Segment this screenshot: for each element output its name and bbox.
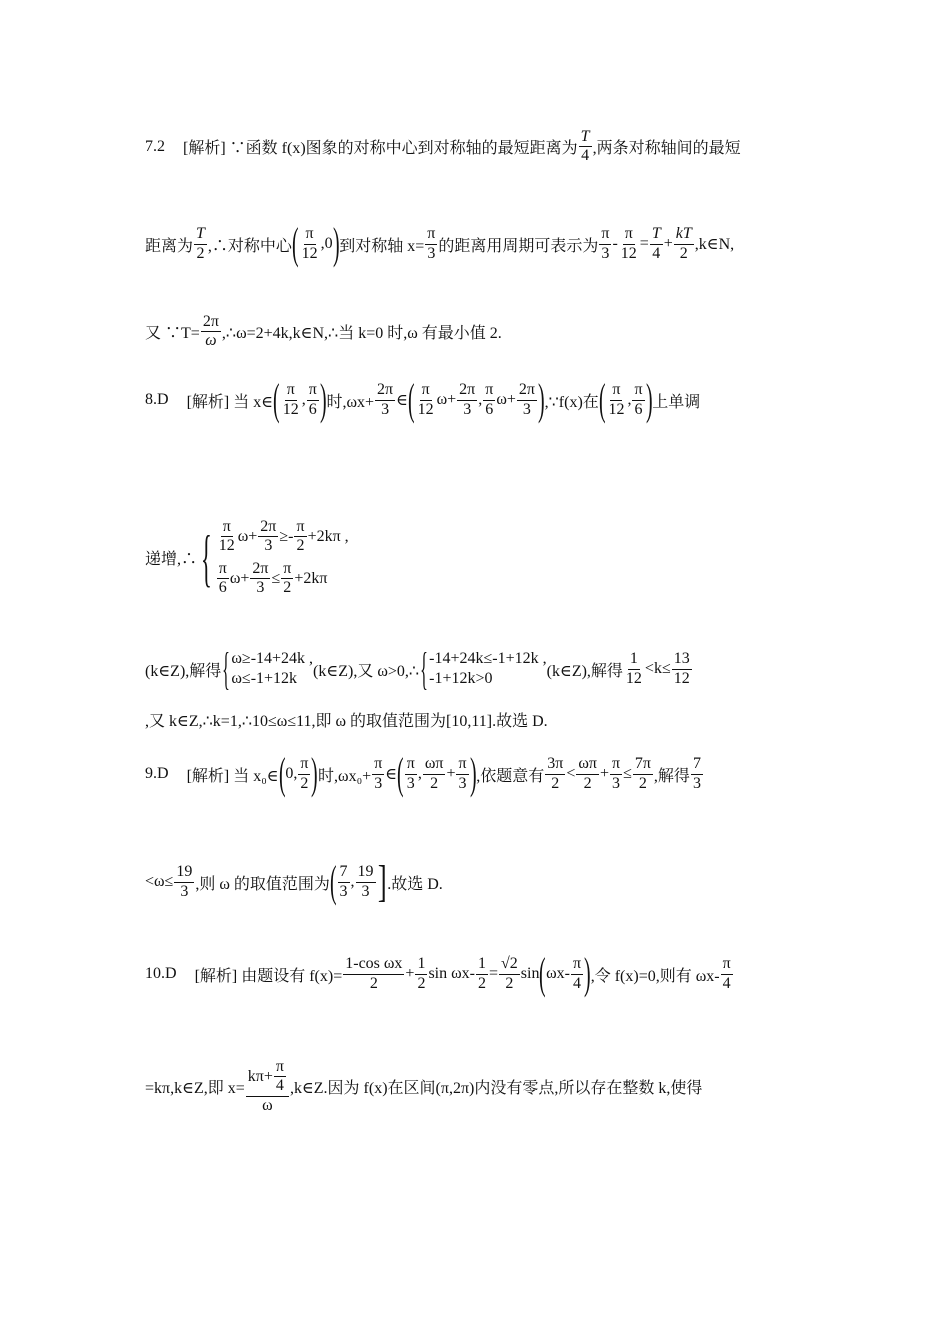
q10-text: =kπ,k∈Z,即 x= <box>145 1080 245 1098</box>
frac: $\frac{3\pi}{2}$ <box>547 755 564 792</box>
frac: $\frac{√2}{2}$ <box>501 955 518 992</box>
inequality-system <box>231 650 313 688</box>
q7-line-3 <box>145 313 502 351</box>
inequality-system <box>429 650 546 688</box>
frac: $\frac{\pi}{3}$ <box>427 225 436 262</box>
frac: $\frac{2\pi}{\omega}$ <box>202 313 219 350</box>
frac: $\frac{\pi}{6}$ <box>308 381 317 418</box>
frac: $\frac{2\pi}{3}$ <box>459 381 476 418</box>
q8-line-3 <box>145 643 693 694</box>
q9-text: [解析] 当 x₀∈ <box>186 767 279 785</box>
op: kπ+ <box>247 1067 273 1085</box>
frac: $\frac{\pi}{3}$ <box>601 225 610 262</box>
paren: ) <box>319 375 327 424</box>
op: + <box>599 765 609 782</box>
frac: $\frac{7}{3}$ <box>339 863 348 900</box>
system-row: ω≤-1+12k <box>231 670 298 687</box>
q8-text: (k∈Z),解得 <box>145 662 222 680</box>
op: ≤ <box>271 569 281 587</box>
q9-text: 时,ωx₀+ <box>318 767 372 785</box>
frac: $\frac{\pi}{3}$ <box>406 755 415 792</box>
op: , <box>478 391 483 408</box>
op: + <box>405 965 415 982</box>
inequality-system <box>216 518 349 598</box>
op: ≥- <box>279 527 294 545</box>
q9-number: 9.D <box>145 765 169 782</box>
q8-text: 上单调 <box>652 393 701 411</box>
q10-text: ,k∈Z.因为 f(x)在区间(π,2π)内没有零点,所以存在整数 k,使得 <box>289 1080 703 1098</box>
frac: $\frac{\pi}{4}$ <box>572 955 582 992</box>
q8-line-4 <box>145 708 548 731</box>
frac: $\frac{\omega\pi}{2}$ <box>424 755 444 792</box>
frac: $\frac{1}{2}$ <box>417 955 426 992</box>
paren: ) <box>537 375 545 424</box>
q7-text-1: [解析] ∵函数 f(x)图象的对称中心到对称轴的最短距离为 <box>183 140 578 158</box>
frac: $\frac{\text{1-cos ωx}}{2}$ <box>345 955 403 992</box>
frac: $\frac{19}{3}$ <box>357 863 374 900</box>
paren: ( <box>273 375 280 424</box>
frac: $\frac{7}{3}$ <box>692 755 701 792</box>
frac: $\frac{1}{2}$ <box>477 955 486 992</box>
op: , <box>301 391 306 408</box>
q7-l2-text: 到对称轴 x= <box>339 237 425 255</box>
q10-number: 10.D <box>145 965 177 982</box>
frac: $\frac{7\pi}{2}$ <box>634 755 651 792</box>
q9-text: ,则 ω 的取值范围为 <box>195 875 330 893</box>
frac: $\frac{\pi}{12}$ <box>620 225 637 262</box>
op: , <box>627 391 632 408</box>
op: ≤ <box>623 765 632 782</box>
q7-number: 7.2 <box>145 137 165 155</box>
op: 0, <box>285 765 298 782</box>
paren: ) <box>645 375 653 424</box>
paren: ( <box>291 219 299 268</box>
q7-text-2: ,两条对称轴间的最短 <box>592 140 741 158</box>
brace: { <box>222 643 231 694</box>
frac: $\frac{\pi}{3}$ <box>611 755 621 792</box>
op: = <box>639 235 649 252</box>
frac: $\frac{\pi}{12}$ <box>301 225 318 262</box>
op: , <box>417 765 422 782</box>
q10-line-2 <box>145 1058 702 1115</box>
frac: $\frac{\pi}{3}$ <box>458 755 467 792</box>
op: ω+ <box>229 569 250 587</box>
op: +2kπ <box>294 569 328 587</box>
q8-text: ,又 k∈Z,∴k=1,∴10≤ω≤11,即 ω 的取值范围为[10,11].故选 D. <box>145 713 548 730</box>
frac: $\frac{\pi}{12}$ <box>608 381 625 418</box>
q10-line-1 <box>145 949 734 998</box>
q8-text: ,∵f(x)在 <box>544 393 599 411</box>
q9-text: <ω≤ <box>145 873 174 890</box>
frac: $\frac{2\pi}{3}$ <box>518 381 535 418</box>
paren: ( <box>407 375 415 424</box>
system-row: -14+24k≤-1+12k , <box>429 650 547 667</box>
frac: $\frac{13}{12}$ <box>673 650 690 687</box>
q8-text: (k∈Z),又 ω>0,∴ <box>313 662 420 680</box>
q8-text: 递增,∴ <box>145 551 198 569</box>
frac: $\frac{T}{4}$ <box>651 225 661 262</box>
q10-text: sin <box>520 965 540 982</box>
frac: $\frac{\pi}{2}$ <box>300 755 309 792</box>
op: ∈ <box>385 766 398 783</box>
q8-text: [解析] 当 x∈ <box>186 393 274 411</box>
paren: ( <box>329 857 337 906</box>
q9-text: .故选 D. <box>387 875 443 893</box>
system-row <box>216 560 349 598</box>
q9-line-1 <box>145 749 704 798</box>
paren: ) <box>584 949 591 998</box>
frac: $\frac{1}{12}$ <box>625 650 642 687</box>
q7-l2-text: ,0 <box>320 235 333 252</box>
frac: $\frac{\pi}{6}$ <box>218 559 227 597</box>
frac: $\frac{\pi}{6}$ <box>485 381 494 418</box>
op: + <box>663 235 673 252</box>
frac: $\frac{19}{3}$ <box>176 863 193 900</box>
bracket: ] <box>377 857 387 906</box>
q10-text: [解析] 由题设有 f(x)= <box>194 967 343 985</box>
system-row: -1+12k>0 <box>429 670 493 687</box>
frac: $\frac{\pi}{4}$ <box>275 1058 284 1095</box>
op: ω+ <box>436 391 457 408</box>
q7-l2-text: ,∴对称中心 <box>207 237 292 255</box>
q8-text: 时,ωx+ <box>326 393 375 411</box>
q8-line-2 <box>145 518 349 598</box>
q7-l2-text: 的距离用周期可表示为 <box>438 237 599 255</box>
q10-text: sin ωx- <box>428 965 475 982</box>
frac: kπ+ $\frac{\pi}{4}$ ω <box>246 1058 289 1115</box>
op: +2kπ , <box>307 527 349 545</box>
brace: { <box>200 521 212 593</box>
frac: $\frac{\pi}{4}$ <box>722 955 731 992</box>
op: ω+ <box>237 527 258 545</box>
q7-frac-t4: $\frac{T}{4}$ <box>580 128 590 165</box>
frac: $\frac{\omega\pi}{2}$ <box>578 755 597 792</box>
paren: ) <box>311 749 319 798</box>
paren: ( <box>539 949 547 998</box>
op: ωx- <box>546 965 570 982</box>
q7-l2-text: ,k∈N, <box>694 236 735 253</box>
op: < <box>566 765 576 782</box>
q9-line-2 <box>145 857 443 906</box>
paren: ( <box>598 375 606 424</box>
q10-text: ,令 f(x)=0,则有 ωx- <box>590 967 720 985</box>
system-row <box>216 518 349 556</box>
op: - <box>612 235 618 252</box>
frac: $\frac{\pi}{12}$ <box>218 518 235 555</box>
op: + <box>446 765 456 782</box>
frac: $\frac{kT}{2}$ <box>675 225 692 262</box>
frac: $\frac{2\pi}{3}$ <box>260 518 277 555</box>
frac: $\frac{\pi}{6}$ <box>634 381 643 418</box>
q7-l3-text: ,∴ω=2+4k,k∈N,∴当 k=0 时,ω 有最小值 2. <box>221 325 502 343</box>
frac: $\frac{\pi}{12}$ <box>417 381 434 418</box>
q7-l3-text: 又 ∵T= <box>145 325 200 343</box>
op: ∈ <box>396 392 408 409</box>
q8-text: (k∈Z),解得 <box>546 662 623 680</box>
q9-text: ,依题意有 <box>476 767 545 785</box>
paren: ( <box>278 749 286 798</box>
op: = <box>488 965 499 982</box>
q9-text: ,解得 <box>653 767 690 785</box>
op: <k≤ <box>644 660 671 677</box>
frac: $\frac{\pi}{3}$ <box>374 755 383 792</box>
op: ω+ <box>496 391 516 408</box>
brace: { <box>420 643 428 694</box>
frac: $\frac{\pi}{2}$ <box>296 518 305 555</box>
frac: $\frac{\pi}{2}$ <box>283 559 292 597</box>
q7-line-2 <box>145 219 735 268</box>
q7-line-1 <box>145 128 741 166</box>
q8-number: 8.D <box>145 391 169 408</box>
system-row: ω≥-14+24k , <box>231 650 314 667</box>
frac: $\frac{2\pi}{3}$ <box>377 381 394 418</box>
frac: $\frac{2\pi}{3}$ <box>252 559 269 597</box>
q7-l2-text: 距离为 <box>145 237 194 255</box>
frac: $\frac{T}{2}$ <box>196 225 205 262</box>
paren: ( <box>397 749 404 798</box>
paren: ) <box>469 749 477 798</box>
frac: $\frac{\pi}{12}$ <box>282 381 299 418</box>
paren: ) <box>332 219 340 268</box>
q8-line-1 <box>145 375 701 424</box>
op: , <box>350 873 355 890</box>
